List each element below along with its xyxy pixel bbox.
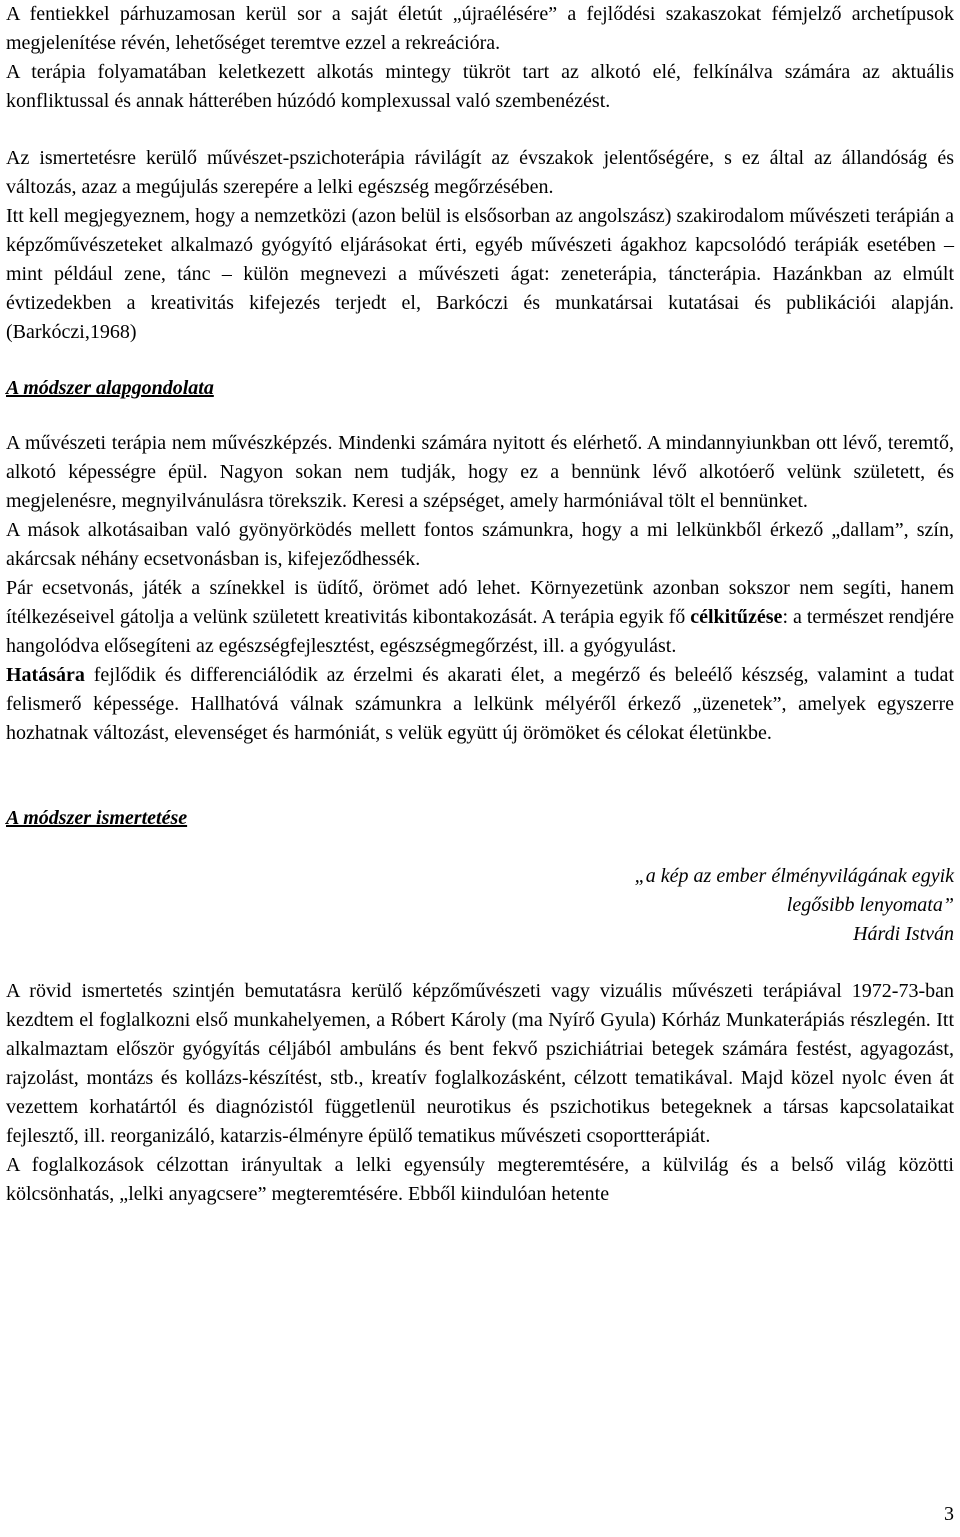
bold-term: Hatására (6, 664, 85, 686)
paragraph: A foglalkozások célzottan irányultak a lelki egyensúly megteremtésére, a külvilág és a belső világ közötti kölcsönhatás, „lelki anyagcsere” megteremtésére. Ebből kiindulóan hetente (6, 1154, 954, 1205)
quote-line: „a kép az ember élményvilágának egyik (634, 865, 954, 887)
paragraph: A terápia folyamatában keletkezett alkotás mintegy tükröt tart az alkotó elé, felkínálva számára az aktuális konfliktussal és annak hátterében húzódó komplexussal való szembenézést. (6, 61, 954, 112)
document-page (6, 0, 954, 1209)
paragraph: A művészeti terápia nem művészképzés. Mindenki számára nyitott és elérhető. A mindannyiunkban ott lévő, teremtő, alkotó képességre épül. Nagyon sokan nem tudják, hogy ez a bennünk lévő alkotóerő velünk született, és megjelenésre, megnyilvánulásra törekszik. Keresi a szépséget, amely harmóniával tölt el bennünket. (6, 432, 954, 512)
text-run: Pár ecsetvonás, játék a színekkel is üdítő, örömet adó lehet. Környezetünk azonban sokszor nem segíti, hanem ítélkezéseivel gátolja a velünk született kreativitás kibontakozását. A terápia egyik fő (6, 577, 954, 628)
text-run: : a természet rendjére hangolódva elősegíteni az egészségfejlesztést, egészségmegőrzést, ill. a gyógyulást. (6, 606, 955, 657)
section-heading: A módszer ismertetése (6, 807, 188, 829)
intro-block-2 (6, 144, 954, 347)
bold-term: célkitűzése (690, 606, 783, 628)
paragraph (6, 574, 954, 661)
page-number: 3 (944, 1503, 954, 1525)
paragraph: A mások alkotásaiban való gyönyörködés mellett fontos számunkra, hogy a mi lelkünkből érkező „dallam”, szín, akárcsak néhány ecsetvonásban is, kifejeződhessék. (6, 519, 954, 570)
section-heading: A módszer alapgondolata (6, 377, 214, 399)
epigraph-quote (6, 862, 954, 949)
paragraph: A fentiekkel párhuzamosan kerül sor a saját életút „újraélésére” a fejlődési szakaszokat fémjelző archetípusok megjelenítése révén, lehetőséget teremtve ezzel a rekreációra. (6, 3, 954, 54)
quote-line: legősibb lenyomata” (786, 894, 954, 916)
paragraph: Itt kell megjegyeznem, hogy a nemzetközi (azon belül is elsősorban az angolszász) szakirodalom művészeti terápián a képzőművészeteket alkalmazó gyógyító eljárásokat érti, egyéb művészeti ágakhoz kapcsolódó terápiák esetében – mint például zene, tánc – külön megnevezi a művészeti ágat: zeneterápia, táncterápia. Hazánkban az elmúlt évtizedekben a kreativitás kifejezés terjedt el, Barkóczi és munkatársai kutatásai és publikációi alapján. (Barkóczi,1968) (6, 205, 954, 343)
paragraph: Az ismertetésre kerülő művészet-pszichoterápia rávilágít az évszakok jelentőségére, s ez által az állandóság és változás, azaz a megújulás szerepére a lelki egészség megőrzésében. (6, 147, 954, 198)
paragraph (6, 661, 954, 748)
section-body (6, 977, 954, 1209)
text-run: fejlődik és differenciálódik az érzelmi és akarati élet, a megérző és beleélő készség, valamint a tudat felismerő képessége. Hallhatóvá válnak számunkra a lelkünk mélyéről érkező „üzenetek”, amelyek egyszerre hozhatnak változást, elevenséget és harmóniát, s velük együtt új örömöket és célokat életünkbe. (6, 664, 954, 744)
quote-author: Hárdi István (853, 923, 954, 945)
paragraph: A rövid ismertetés szintjén bemutatásra kerülő képzőművészeti vagy vizuális művészeti terápiával 1972-73-ban kezdtem el foglalkozni első munkahelyemen, a Róbert Károly (ma Nyírő Gyula) Kórház Munkaterápiás részlegén. Itt alkalmaztam először gyógyítás céljából ambuláns és bent fekvő pszichiátriai betegek számára festést, agyagozást, rajzolást, montázs és kollázs-készítést, stb., kreatív foglalkozásként, célzott tematikával. Majd közel nyolc éven át vezettem korhatártól és diagnózistól függetlenül neurotikus és pszichotikus betegeknek a társas kapcsolataikat fejlesztő, ill. reorganizáló, katarzis-élményre épülő tematikus művészeti csoportterápiát. (6, 980, 954, 1147)
intro-block (6, 0, 954, 116)
section-body (6, 429, 954, 748)
